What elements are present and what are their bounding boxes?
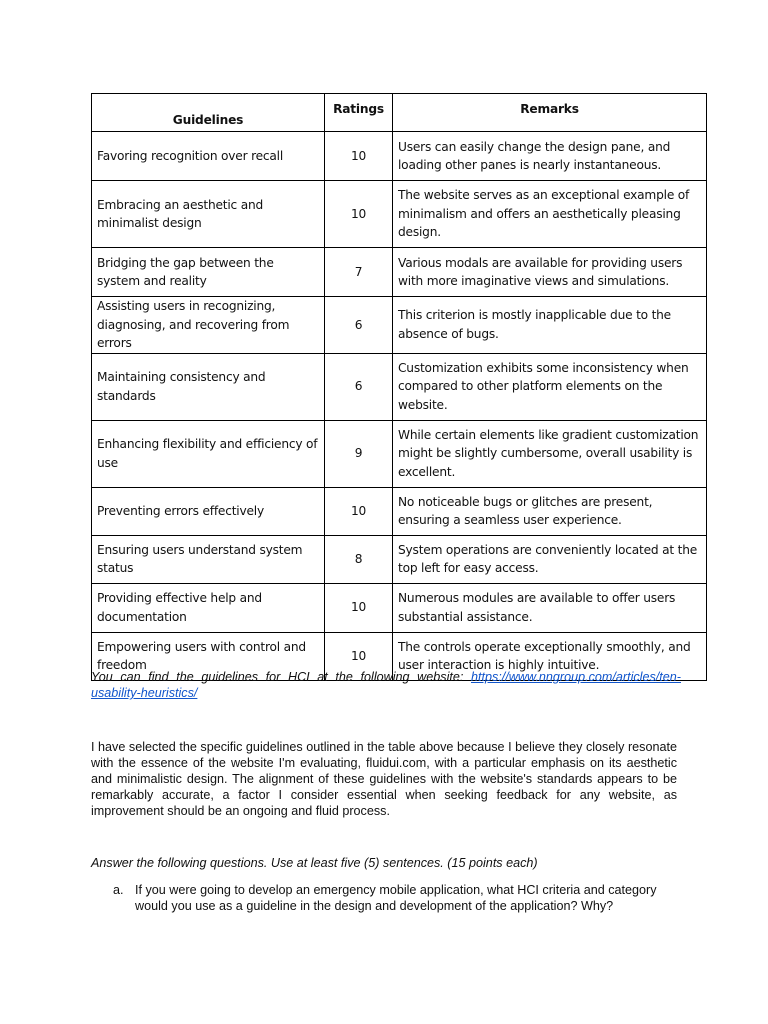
rating-cell: 8 — [325, 535, 393, 583]
table-row — [92, 297, 707, 354]
guideline-cell: Providing effective help and documentation — [92, 583, 325, 632]
heuristics-table-container — [91, 93, 706, 681]
header-ratings: Ratings — [325, 94, 393, 132]
table-row — [92, 535, 707, 583]
guideline-cell: Bridging the gap between the system and reality — [92, 248, 325, 297]
question-marker: a. — [113, 883, 124, 897]
table-row — [92, 420, 707, 487]
table-header-row — [92, 94, 707, 132]
table-row — [92, 487, 707, 535]
rating-cell: 6 — [325, 353, 393, 420]
rating-cell: 10 — [325, 181, 393, 248]
remark-cell: No noticeable bugs or glitches are present, ensuring a seamless user experience. — [393, 487, 707, 535]
table-row — [92, 132, 707, 181]
remark-cell: Numerous modules are available to offer users substantial assistance. — [393, 583, 707, 632]
question-item — [113, 882, 683, 914]
justification-paragraph: I have selected the specific guidelines outlined in the table above because I believe they closely resonate with the essence of the website I'm evaluating, fluidui.com, with a particular emphasis on its aesthetic and minimalistic design. The alignment of these guidelines with the website's standards appears to be remarkably accurate, a factor I consider essential when seeking feedback for any website, as improvement should be an ongoing and fluid process. — [91, 740, 677, 818]
note-text: You can find the guidelines for HCI at the following website: — [91, 670, 471, 684]
rating-cell: 6 — [325, 297, 393, 354]
rating-cell: 10 — [325, 583, 393, 632]
guidelines-source-note — [91, 669, 681, 701]
guideline-cell: Assisting users in recognizing, diagnosing, and recovering from errors — [92, 297, 325, 354]
rating-cell: 10 — [325, 632, 393, 680]
remark-cell: Various modals are available for providing users with more imaginative views and simulations. — [393, 248, 707, 297]
remark-cell: The website serves as an exceptional example of minimalism and offers an aesthetically pleasing design. — [393, 181, 707, 248]
remark-cell: Users can easily change the design pane, and loading other panes is nearly instantaneous. — [393, 132, 707, 181]
guideline-cell: Empowering users with control and freedom — [92, 632, 325, 680]
rating-cell: 9 — [325, 420, 393, 487]
guideline-cell: Maintaining consistency and standards — [92, 353, 325, 420]
rating-cell: 10 — [325, 132, 393, 181]
rating-cell: 7 — [325, 248, 393, 297]
instructions-text: Answer the following questions. Use at least five (5) sentences. (15 points each) — [91, 856, 538, 870]
remark-cell: The controls operate exceptionally smoothly, and user interaction is highly intuitive. — [393, 632, 707, 680]
rating-cell: 10 — [325, 487, 393, 535]
table-row — [92, 353, 707, 420]
guideline-cell: Favoring recognition over recall — [92, 132, 325, 181]
guideline-cell: Preventing errors effectively — [92, 487, 325, 535]
guideline-cell: Enhancing flexibility and efficiency of use — [92, 420, 325, 487]
remark-cell: Customization exhibits some inconsistency when compared to other platform elements on the website. — [393, 353, 707, 420]
heuristics-table — [91, 93, 707, 681]
remark-cell: While certain elements like gradient customization might be slightly cumbersome, overall usability is excellent. — [393, 420, 707, 487]
nngroup-heuristics-link[interactable]: https://www.nngroup.com/articles/ten-usability-heuristics/ — [91, 670, 681, 700]
guideline-cell: Embracing an aesthetic and minimalist design — [92, 181, 325, 248]
remark-cell: This criterion is mostly inapplicable due to the absence of bugs. — [393, 297, 707, 354]
table-row — [92, 181, 707, 248]
table-row — [92, 248, 707, 297]
header-guidelines: Guidelines — [92, 94, 325, 132]
guideline-cell: Ensuring users understand system status — [92, 535, 325, 583]
header-remarks: Remarks — [393, 94, 707, 132]
question-text: If you were going to develop an emergency mobile application, what HCI criteria and category would you use as a guideline in the design and development of the application? Why? — [135, 883, 657, 913]
remark-cell: System operations are conveniently located at the top left for easy access. — [393, 535, 707, 583]
table-row — [92, 583, 707, 632]
